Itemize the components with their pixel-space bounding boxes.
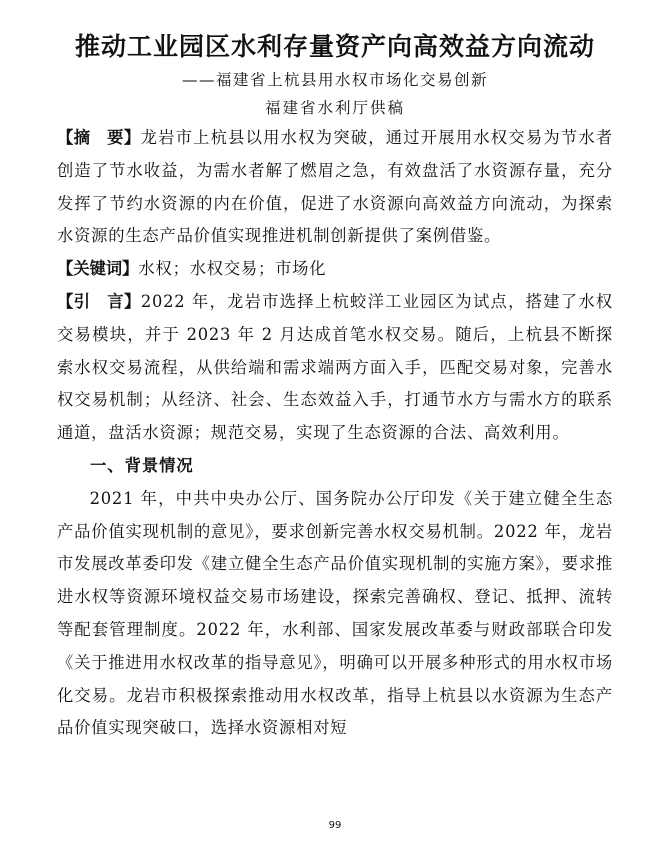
page-title: 推动工业园区水利存量资产向高效益方向流动	[74, 32, 595, 61]
intro-label: 【引 言】	[57, 291, 141, 311]
page-subtitle: ——福建省上杭县用水权市场化交易创新	[181, 71, 488, 89]
keywords-text: 水权；水权交易；市场化	[138, 259, 327, 279]
abstract-label: 【摘 要】	[57, 128, 141, 147]
intro-text: 2022 年，龙岩市选择上杭蛟洋工业园区为试点，搭建了水权交易模块，并于 2023 年 2 月达成首笔水权交易。随后，上杭县不断探索水权交易流程，从供给端和需求端两方面入手，匹配交易对象，完善水权交易机制；从经济、社会、生态效益入手，打通节水方与需水方的联系通道，盘活水资源；规范交易，实现了生态资源的合法、高效利用。	[57, 291, 613, 443]
byline: 福建省水利厅供稿	[264, 99, 405, 117]
page-number: 99	[328, 820, 342, 831]
abstract-paragraph	[57, 122, 613, 253]
keywords-label: 【关键词】	[57, 259, 139, 279]
section-body: 2021 年，中共中央办公厅、国务院办公厅印发《关于建立健全生态产品价值实现机制的意见》，要求创新完善水权交易机制。2022 年，龙岩市发展改革委印发《建立健全生态产品价值实现机制的实施方案》，要求推进水权等资源环境权益交易市场建设，探索完善确权、登记、抵押、流转等配套管理制度。2022 年，水利部、国家发展改革委与财政部联合印发《关于推进用水权改革的指导意见》，明确可以开展多种形式的用水权市场化交易。龙岩市积极探索推动用水权改革，指导上杭县以水资源为生态产品价值实现突破口，选择水资源相对短	[57, 488, 613, 738]
section-heading: 一、背景情况	[90, 455, 194, 475]
intro-paragraph	[57, 286, 613, 450]
abstract-text: 龙岩市上杭县以用水权为突破，通过开展用水权交易为节水者创造了节水收益，为需水者解了燃眉之急，有效盘活了水资源存量，充分发挥了节约水资源的内在价值，促进了水资源向高效益方向流动，为探索水资源的生态产品价值实现推进机制创新提供了案例借鉴。	[57, 128, 613, 246]
keywords-paragraph	[57, 253, 613, 286]
document-page	[57, 30, 613, 745]
